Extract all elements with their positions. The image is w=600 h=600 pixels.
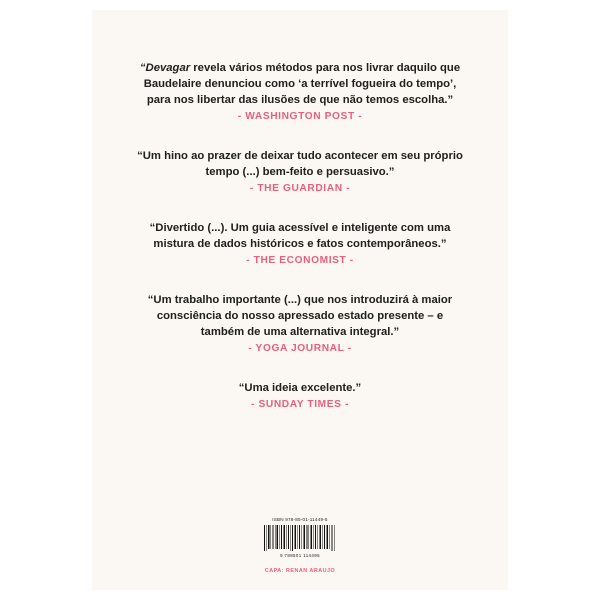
quote-source: - THE ECONOMIST - xyxy=(246,255,354,267)
barcode-number: 9 788501 114495 xyxy=(280,553,320,558)
quote-body: “Divertido (...). Um guia acessível e inteligente com uma mistura de dados históricos e fatos contemporâneos.” xyxy=(149,222,451,251)
quote-body: “Um hino ao prazer de deixar tudo acontecer em seu próprio tempo (...) bem-feito e persuasivo.” xyxy=(137,150,463,179)
quote-text xyxy=(135,380,465,396)
quote-source: - SUNDAY TIMES - xyxy=(251,399,349,411)
isbn-label: ISBN 978-85-01-11449-5 xyxy=(272,517,328,522)
quote-text xyxy=(135,220,465,252)
quote-text xyxy=(135,292,465,340)
book-back-cover xyxy=(92,10,508,590)
quote-source: - THE GUARDIAN - xyxy=(249,183,351,195)
quote-block xyxy=(135,148,465,194)
quote-body: revela vários métodos para nos livrar daquilo que Baudelaire denunciou como ‘a terrível fogueira do tempo’, para nos libertar das ilusões de que não temos escolha.” xyxy=(143,62,461,107)
quote-block xyxy=(135,380,465,410)
barcode-icon xyxy=(263,524,337,552)
quote-block xyxy=(135,60,465,122)
cover-credit: CAPA: RENAN ARAUJO xyxy=(264,568,336,574)
cover-footer xyxy=(92,517,508,574)
quote-body: “Um trabalho importante (...) que nos introduzirá à maior consciência do nosso apressado estado presente – e também de uma alternativa integral.” xyxy=(147,294,453,339)
quote-source: - WASHINGTON POST - xyxy=(237,111,363,123)
quote-text xyxy=(135,60,465,108)
quote-block xyxy=(135,220,465,266)
quote-body: “Uma ideia excelente.” xyxy=(238,382,362,395)
quotes-list xyxy=(92,60,508,410)
quote-lead-italic: “Devagar xyxy=(139,62,191,74)
quote-source: - YOGA JOURNAL - xyxy=(248,343,352,355)
quote-block xyxy=(135,292,465,354)
quote-text xyxy=(135,148,465,180)
